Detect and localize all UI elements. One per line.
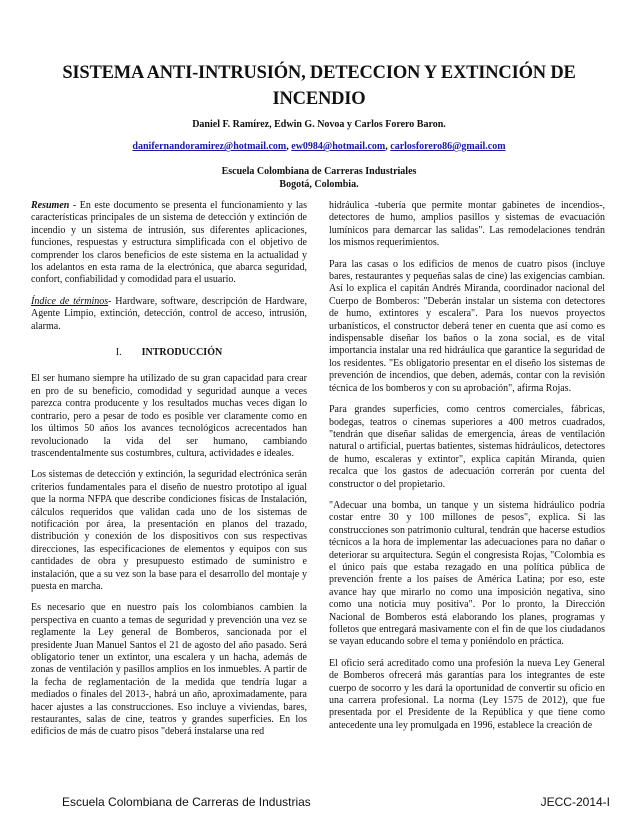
abstract-label: Resumen (31, 200, 70, 211)
institution-city: Bogotá, Colombia. (279, 179, 359, 190)
body-paragraph: "Adecuar una bomba, un tanque y un sistema hidráulico podría costar entre 30 y 100 millones de pesos", explica. Si las construcciones son patrimonio cultural, tendrán que hacerse estudios técnicos a la hora de implementar las adecuaciones para no dañar o deteriorar su arquitectura. Según el congresista Rojas, "Colombia es el único país que estaba rezagado en una política pública de prevención frente a los países de América Latina; por eso, este avance hay que mirarlo no como una imposición negativa, sino como una noticia muy positiva". Por lo pronto, la Dirección Nacional de Bomberos está elaborando los planes, programas y folletos que entregará masivamente con el fin de que los ciudadanos se vayan educando sobre el tema y poniéndolo en práctica. (329, 499, 605, 648)
email-separator: , (385, 141, 391, 152)
section-heading (31, 347, 307, 359)
abstract-text: - En este documento se presenta el funcionamiento y las características principales de un sistema de detección y extinción de incendio y un sistema de intrusión, sus diferentes aplicaciones, funciones, respuestas y estructura simplificada con el objetivo de comprender los claros beneficios de este sistema en la actualidad y los adelantos en esta rama de la electrónica, que abarca seguridad, confort, confiabilidad y comodidad para el usuario. (31, 200, 307, 286)
email-separator: , (286, 141, 292, 152)
email-link-3[interactable]: carlosforero86@gmail.com (390, 141, 506, 152)
index-terms-label: Índice de términos (31, 295, 109, 307)
institution-name: Escuela Colombiana de Carreras Industriales (221, 166, 417, 177)
footer-code: JECC-2014-I (540, 795, 610, 809)
right-column (329, 200, 605, 741)
institution-block (0, 165, 638, 191)
left-column (31, 200, 307, 748)
index-terms-text: - Hardware, software, descripción de Hardware, Agente Limpio, extinción, detección, control de acceso, intrusión, alarma. (31, 295, 307, 332)
body-paragraph: El oficio será acreditado como una profesión la nueva Ley General de Bomberos ofrecerá más garantías para los integrantes de este cuerpo de socorro y les dará la oportunidad de convertir su oficio en una carrera profesional. La norma (Ley 1575 de 2012), que fue presentada por el Presidente de la República y que tiene como antecedente una ley promulgada en 1996, establece la creación de (329, 657, 605, 731)
email-link-1[interactable]: danifernandoramirez@hotmail.com (132, 141, 287, 152)
abstract-paragraph (31, 200, 307, 287)
paper-title: SISTEMA ANTI-INTRUSIÓN, DETECCION Y EXTINCIÓN DE INCENDIO (62, 63, 576, 109)
body-paragraph: El ser humano siempre ha utilizado de su gran capacidad para crear en pro de su beneficio, comodidad y seguridad aunque a veces parezca contra producente y los resultados muchas veces digan lo contrario, pero a pesar de todo es posible ver claramente como en los últimos 50 años los avances tecnológicos acrecentados han revolucionado la vida del ser humano, cambiando trascendentalmente sus costumbres, cultura, actividades e ideales. (31, 373, 307, 459)
section-title: INTRODUCCIÓN (141, 347, 223, 359)
author-list: Daniel F. Ramírez, Edwin G. Novoa y Carlos Forero Baron. (192, 119, 446, 130)
body-paragraph: Para grandes superficies, como centros comerciales, fábricas, bodegas, teatros o cinemas superiores a 400 metros cuadrados, "tendrán que diseñar salidas de emergencia, áreas de ventilación natural o artificial, puertas batientes, sistemas hidráulicos, detectores de humo, escaleras y extintor", explica capitán Miranda, quien recalca que los gastos de adecuación correrán por cuenta del constructor o del propietario. (329, 404, 605, 490)
body-paragraph: Es necesario que en nuestro país los colombianos cambien la perspectiva en cuanto a temas de seguridad y prevención una vez se reglamente la Ley general de Bomberos, sancionada por el presidente Juan Manuel Santos el 21 de agosto del año pasado. Será obligatorio tener un extintor, una escalera y un hacha, además de zonas de ventilación y pasillos amplios en los inmuebles. A partir de la fecha de reglamentación de la medida que tendría lugar a mediados o finales del 2013-, habrá un año, aproximadamente, para hacer ajustes a las construcciones. Eso incluye a viviendas, bares, restaurantes, salas de cine, teatros y grandes superficies. En los edificios de más de cuatro pisos "deberá instalarse una red (31, 602, 307, 738)
body-paragraph: hidráulica -tubería que permite montar gabinetes de incendios-, detectores de humo, amplios pasillos y sistemas de evacuación lumínicos para demarcar las salidas". Las remodelaciones tendrán los mismos requerimientos. (329, 200, 605, 249)
index-terms-paragraph (31, 296, 307, 333)
section-number: I. (115, 347, 122, 359)
email-link-2[interactable]: ew0984@hotmail.com (291, 141, 386, 152)
body-paragraph: Los sistemas de detección y extinción, la seguridad electrónica serán criterios fundamentales para el diseño de nuestro prototipo al igual que la norma NFPA que describe condiciones físicas de Instalación, cálculos requeridos que validan cada uno de los sistemas de notificación por área, la presentación en planos del trazado, distribución y conexión de los dispositivos con sus respectivas direcciones, las especificaciones de elementos y equipos con sus cantidades de obra y presupuesto estimado de suministro e instalación, que a su vez son la base para el desarrollo del montaje y puesta en marcha. (31, 469, 307, 592)
author-emails (0, 141, 638, 152)
footer-institution: Escuela Colombiana de Carreras de Industrias (62, 795, 311, 809)
body-paragraph: Para las casas o los edificios de menos de cuatro pisos (incluye bares, restaurantes y pequeñas salas de cine) las exigencias cambian. Así lo explica el capitán Andrés Miranda, coordinador nacional del Cuerpo de Bomberos: "Deberán instalar un sistema con detectores de humo, extintores y escalera". Para los nuevos proyectos urbanísticos, el constructor deberá tener en cuenta que así como es indispensable diseñar los baños o la zona social, es de vital importancia instalar una red hidráulica que garantice la seguridad de los residentes. "Es obligatorio presentar en el diseño los sistemas de prevención de incendios, que deben, además, contar con la revisión técnica de los bomberos y con su aprobación", afirma Rojas. (329, 258, 605, 394)
